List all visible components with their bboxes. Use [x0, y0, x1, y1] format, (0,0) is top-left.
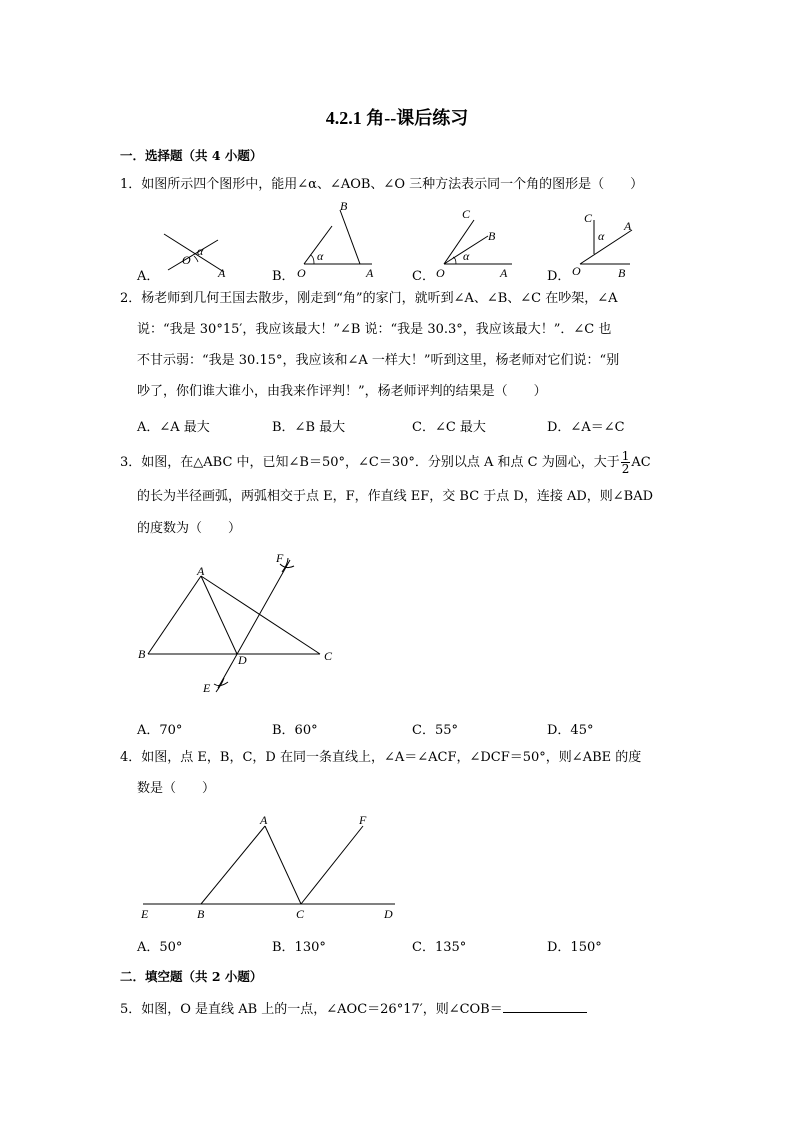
q1-figure-c — [430, 206, 530, 278]
question-3-line-3: 的度数为（ ） — [137, 521, 242, 536]
q3-label-d: D — [238, 653, 247, 667]
q3-label-e: E — [203, 681, 211, 695]
q3-option-a: A．70° — [137, 723, 183, 738]
question-4-line-2: 数是（ ） — [137, 781, 216, 796]
q4-option-b: B．130° — [272, 940, 326, 955]
question-1-text: 1．如图所示四个图形中，能用∠α、∠AOB、∠O 三种方法表示同一个角的图形是（ ） — [120, 177, 644, 192]
q1-figure-d — [566, 208, 666, 278]
question-2-line-3: 不甘示弱：“我是 30.15°，我应该和∠A 一样大！”听到这里，杨老师对它们说：“别 — [137, 353, 620, 368]
q1d-b-label: B — [618, 266, 626, 280]
question-3-line-2: 的长为半径画弧，两弧相交于点 E，F，作直线 EF，交 BC 于点 D，连接 AD，则∠BAD — [137, 489, 654, 504]
question-2-line-4: 吵了，你们谁大谁小，由我来作评判！”，杨老师评判的结果是（ ） — [137, 384, 547, 399]
q1d-alpha-label: α — [598, 229, 605, 243]
q4-label-a: A — [260, 813, 268, 827]
q3-option-b: B．60° — [272, 723, 318, 738]
question-2-line-1: 2．杨老师到几何王国去散步，刚走到“角”的家门，就听到∠A、∠B、∠C 在吵架，∠A — [120, 291, 618, 306]
q1b-alpha-label: α — [317, 249, 324, 263]
q4-label-d: D — [384, 907, 393, 921]
q4-option-d: D．150° — [547, 940, 602, 955]
q1-figure-a — [150, 222, 240, 282]
q1c-a-label: A — [500, 266, 508, 280]
q1d-o-label: O — [572, 264, 581, 278]
q1b-o-label: O — [297, 266, 306, 280]
q3-line1-pre: 3．如图，在△ABC 中，已知∠B＝50°，∠C＝30°．分别以点 A 和点 C 为圆心，大于 — [120, 455, 620, 470]
question-2-line-2: 说：“我是 30°15′，我应该最大！”∠B 说：“我是 30.3°，我应该最大！”．∠C 也 — [137, 322, 612, 337]
q3-label-b: B — [138, 647, 146, 661]
q2-option-c: C．∠C 最大 — [412, 420, 486, 435]
q1b-b-label: B — [340, 199, 348, 213]
q3-line1-post: AC — [631, 455, 651, 470]
q1b-a-label: A — [366, 266, 374, 280]
q1c-alpha-label: α — [463, 249, 470, 263]
q1c-o-label: O — [436, 266, 445, 280]
q3-label-f: F — [276, 551, 284, 565]
q3-figure-triangle — [130, 548, 350, 698]
q1d-c-label: C — [584, 211, 593, 225]
q3-option-d: D．45° — [547, 723, 594, 738]
q3-fraction-denominator: 2 — [621, 462, 630, 476]
q4-label-f: F — [359, 813, 367, 827]
q3-option-c: C．55° — [412, 723, 458, 738]
q4-option-a: A．50° — [137, 940, 183, 955]
q1a-a-label: A — [218, 266, 226, 280]
q1c-b-label: B — [488, 229, 496, 243]
q1-option-a: A． — [137, 269, 160, 284]
q1c-c-label: C — [462, 207, 471, 221]
q2-option-d: D．∠A＝∠C — [547, 420, 625, 435]
q2-option-b: B．∠B 最大 — [272, 420, 346, 435]
q4-label-c: C — [296, 907, 305, 921]
page-title: 4.2.1 角--课后练习 — [325, 108, 469, 128]
q1a-alpha-label: α — [197, 244, 204, 258]
q1a-o-label: O — [182, 253, 191, 267]
q1-figure-b — [290, 198, 390, 278]
q1d-a-label: A — [624, 219, 632, 233]
q1-option-d: D． — [547, 269, 571, 284]
q3-label-a: A — [197, 564, 205, 578]
q4-option-c: C．135° — [412, 940, 467, 955]
q3-label-c: C — [324, 649, 333, 663]
question-3-line-1 — [120, 450, 651, 475]
q1-option-c: C． — [412, 269, 435, 284]
q1-option-b: B． — [272, 269, 295, 284]
q3-fraction-numerator: 1 — [621, 449, 630, 463]
q5-answer-blank[interactable] — [503, 1000, 587, 1013]
q2-option-a: A．∠A 最大 — [137, 420, 210, 435]
q4-label-b: B — [197, 907, 205, 921]
q3-fraction — [621, 450, 631, 475]
q4-label-e: E — [141, 907, 149, 921]
question-5-line — [120, 1000, 587, 1018]
question-4-line-1: 4．如图，点 E，B，C，D 在同一条直线上，∠A＝∠ACF，∠DCF＝50°，则∠ABE 的度 — [120, 750, 642, 765]
section-heading-fill: 二．填空题（共 2 小题） — [120, 969, 263, 984]
question-5-text: 5．如图，O 是直线 AB 上的一点，∠AOC＝26°17′，则∠COB＝ — [120, 1002, 503, 1017]
q4-figure — [135, 808, 405, 923]
section-heading-choice: 一．选择题（共 4 小题） — [120, 148, 263, 163]
